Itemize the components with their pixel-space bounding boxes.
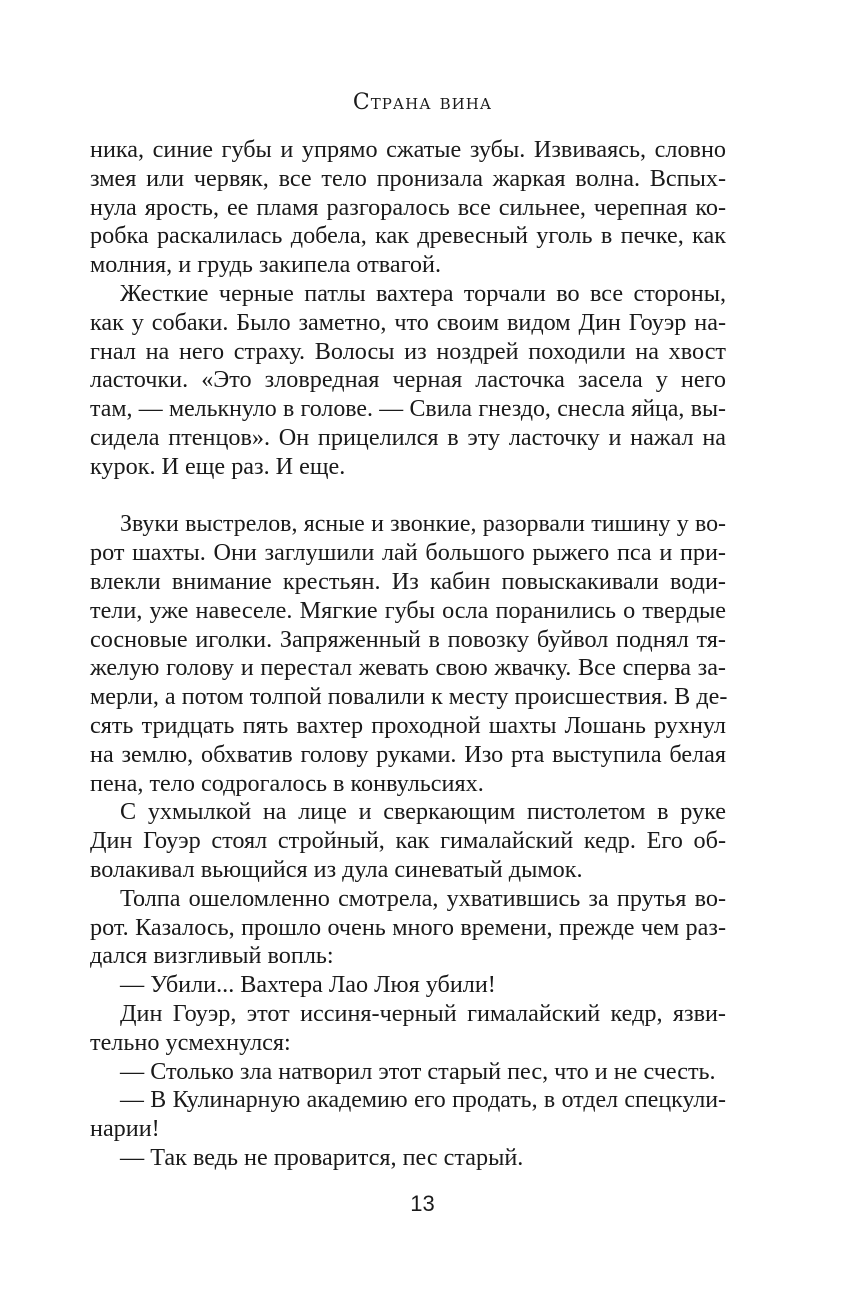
- text-line: на землю, обхватив голову руками. Изо рта выступила белая: [90, 740, 726, 768]
- text-line: Дин Гоуэр, этот иссиня-черный гималайский кедр, язви-: [120, 999, 726, 1027]
- text-line: курок. И еще раз. И еще.: [90, 452, 346, 480]
- text-line: ласточки. «Это зловредная черная ласточка засела у него: [90, 366, 726, 394]
- text-line: тели, уже навеселе. Мягкие губы осла поранились о твердые: [90, 596, 726, 624]
- text-line: как у собаки. Было заметно, что своим видом Дин Гоуэр на-: [90, 308, 726, 336]
- text-line: желую голову и перестал жевать свою жвачку. Все сперва за-: [90, 654, 726, 682]
- text-line: Толпа ошеломленно смотрела, ухватившись за прутья во-: [120, 884, 726, 912]
- page-number: 13: [410, 1191, 435, 1216]
- text-line: сидела птенцов». Он прицелился в эту ласточку и нажал на: [90, 423, 726, 451]
- text-line: — Так ведь не проварится, пес старый.: [120, 1143, 524, 1171]
- text-line: Звуки выстрелов, ясные и звонкие, разорвали тишину у во-: [120, 511, 726, 538]
- text-line: волакивал вьющийся из дула синеватый дымок.: [90, 855, 583, 883]
- text-line: гнал на него страху. Волосы из ноздрей походили на хвост: [90, 337, 726, 365]
- text-line: нула ярость, ее пламя разгоралось все сильнее, черепная ко-: [90, 193, 726, 221]
- text-line: молния, и грудь закипела отвагой.: [90, 251, 442, 279]
- text-line: Жесткие черные патлы вахтера торчали во все стороны,: [120, 279, 726, 307]
- text-line: нарии!: [90, 1115, 160, 1143]
- text-line: — Убили... Вахтера Лао Люя убили!: [120, 971, 496, 999]
- body-text: [90, 136, 726, 1173]
- text-line: там, — мелькнуло в голове. — Свила гнездо, снесла яйца, вы-: [90, 396, 726, 423]
- running-head: Страна вина: [352, 90, 493, 115]
- text-line: ника, синие губы и упрямо сжатые зубы. Извиваясь, словно: [90, 136, 726, 163]
- text-line: сять тридцать пять вахтер проходной шахты Лошань рухнул: [90, 711, 726, 739]
- text-line: змея или червяк, все тело пронизала жаркая волна. Вспых-: [90, 164, 726, 192]
- text-line: дался визгливый вопль:: [90, 942, 334, 970]
- text-line: — В Кулинарную академию его продать, в отдел спецкули-: [120, 1087, 726, 1114]
- text-line: Дин Гоуэр стоял стройный, как гималайский кедр. Его об-: [90, 827, 726, 855]
- text-line: С ухмылкой на лице и сверкающим пистолетом в руке: [120, 798, 726, 826]
- text-line: влекли внимание крестьян. Из кабин повыскакивали води-: [90, 567, 726, 595]
- text-line: — Столько зла натворил этот старый пес, что и не счесть.: [120, 1057, 716, 1085]
- text-line: пена, тело содрогалось в конвульсиях.: [90, 769, 484, 797]
- text-line: сосновые иголки. Запряженный в повозку буйвол поднял тя-: [90, 625, 726, 653]
- text-line: рот шахты. Они заглушили лай большого рыжего пса и при-: [90, 539, 726, 567]
- text-line: рот. Казалось, прошло очень много времени, прежде чем раз-: [90, 913, 726, 941]
- text-line: тельно усмехнулся:: [90, 1028, 291, 1056]
- text-line: робка раскалилась добела, как древесный уголь в печке, как: [90, 222, 726, 250]
- section-break: [90, 482, 726, 511]
- text-line: мерли, а потом толпой повалили к месту происшествия. В де-: [90, 683, 728, 711]
